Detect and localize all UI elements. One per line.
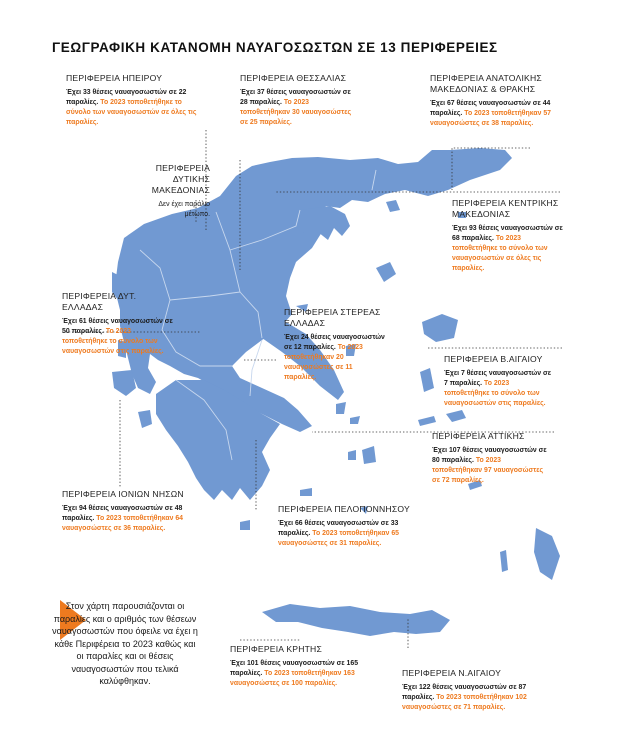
legend-text: Στον χάρτη παρουσιάζονται οι παραλίες και ο αριθμός των θέσεων ναυαγοσωστών που όφειλε να έχει η κάθε Περιφέρεια το 2023 καθώς και οι παραλίες και οι θέσεις ναυαγοσωστών που τελικά καλύφθηκαν. — [52, 601, 198, 686]
placed-text: Το 2023 τοποθετήθηκαν 65 ναυαγοσώστες σε 31 παραλίες. — [278, 530, 399, 547]
region-dmak — [138, 163, 210, 220]
chios — [420, 368, 434, 392]
thasos — [386, 200, 400, 212]
region-name: ΠΕΡΙΦΕΡΕΙΑ ΑΤΤΙΚΗΣ — [432, 431, 525, 441]
region-dell — [62, 291, 178, 357]
positions-text: Έχει 122 θέσεις ναυαγοσωστών σε 87 παραλίες. — [402, 684, 527, 701]
positions-text: Έχει 61 θέσεις ναυαγοσωστών σε 50 παραλίες. — [62, 318, 173, 335]
region-name: ΠΕΡΙΦΕΡΕΙΑ ΔΥΤΙΚΗΣ ΜΑΚΕΔΟΝΙΑΣ — [151, 163, 210, 195]
region-name: ΠΕΡΙΦΕΡΕΙΑ Ν.ΑΙΓΑΙΟΥ — [402, 668, 502, 678]
positions-text: Έχει 66 θέσεις ναυαγοσωστών σε 33 παραλίες. — [278, 520, 399, 537]
region-vaig — [444, 354, 554, 409]
positions-text: Έχει 24 θέσεις ναυαγοσωστών σε 12 παραλίες. — [284, 334, 385, 351]
region-thessalia — [240, 73, 360, 128]
placed-text: Το 2023 τοποθετήθηκε το σύνολο των ναυαγοσωστών στις παραλίες. — [444, 380, 546, 407]
region-name: ΠΕΡΙΦΕΡΕΙΑ ΗΠΕΙΡΟΥ — [66, 73, 163, 83]
andros — [336, 402, 346, 414]
region-pelop — [278, 504, 412, 549]
region-name: ΠΕΡΙΦΕΡΕΙΑ ΣΤΕΡΕΑΣ ΕΛΛΑΔΑΣ — [284, 307, 381, 328]
placed-text: Το 2023 τοποθετήθηκαν 64 ναυαγοσώστες σε 36 παραλίες. — [62, 515, 183, 532]
positions-text: Έχει 67 θέσεις ναυαγοσωστών σε 44 παραλίες. — [430, 100, 551, 117]
region-name: ΠΕΡΙΦΕΡΕΙΑ ΚΡΗΤΗΣ — [230, 644, 322, 654]
region-kriti — [230, 644, 380, 689]
limnos — [376, 262, 396, 282]
rhodes — [534, 528, 560, 580]
karpathos — [500, 550, 508, 572]
placed-text: Το 2023 τοποθετήθηκαν 57 ναυαγοσώστες σε 38 παραλίες. — [430, 110, 551, 127]
samos — [446, 410, 466, 422]
ikaria — [418, 416, 436, 426]
positions-text: Έχει 101 θέσεις ναυαγοσωστών σε 165 παραλίες. — [230, 660, 359, 677]
region-kmak — [452, 198, 564, 274]
page-title: ΓΕΩΓΡΑΦΙΚΗ ΚΑΤΑΝΟΜΗ ΝΑΥΑΓΟΣΩΣΤΩΝ ΣΕ 13 ΠΕΡΙΦΕΡΕΙΕΣ — [52, 40, 498, 55]
region-attiki — [432, 431, 550, 486]
zakynthos — [138, 410, 152, 428]
lesvos — [422, 314, 458, 342]
region-ionia — [62, 489, 190, 534]
placed-text: Το 2023 τοποθετήθηκαν 102 ναυαγοσώστες σε 71 παραλίες. — [402, 694, 527, 711]
positions-text: Έχει 33 θέσεις ναυαγοσωστών σε 22 παραλίες. — [66, 89, 187, 106]
region-name: ΠΕΡΙΦΕΡΕΙΑ ΚΕΝΤΡΙΚΗΣ ΜΑΚΕΔΟΝΙΑΣ — [452, 198, 559, 219]
kefalonia — [112, 370, 136, 396]
placed-text: Το 2023 τοποθετήθηκαν 97 ναυαγοσώστες σε 72 παραλίες. — [432, 457, 544, 484]
milos — [300, 488, 312, 496]
placed-text: Το 2023 τοποθετήθηκαν 30 ναυαγοσώστες σε 25 παραλίες. — [240, 99, 352, 126]
tinos — [350, 416, 360, 424]
region-ipeiros — [66, 73, 206, 128]
crete — [262, 604, 450, 636]
positions-text: Έχει 93 θέσεις ναυαγοσωστών σε 68 παραλίες. — [452, 225, 563, 242]
halkidiki — [300, 206, 350, 240]
naxos — [362, 446, 376, 464]
region-name: ΠΕΡΙΦΕΡΕΙΑ ΘΕΣΣΑΛΙΑΣ — [240, 73, 347, 83]
region-amth — [430, 73, 558, 129]
positions-text: Έχει 7 θέσεις ναυαγοσωστών σε 7 παραλίες. — [444, 370, 551, 387]
region-name: ΠΕΡΙΦΕΡΕΙΑ ΔΥΤ. ΕΛΛΑΔΑΣ — [62, 291, 137, 312]
placed-text: Το 2023 τοποθετήθηκε το σύνολο των ναυαγοσωστών σε όλες τις παραλίες. — [66, 99, 197, 126]
region-name: ΠΕΡΙΦΕΡΕΙΑ ΙΟΝΙΩΝ ΝΗΣΩΝ — [62, 489, 184, 499]
region-name: ΠΕΡΙΦΕΡΕΙΑ ΠΕΛΟΠΟΝΝΗΣΟΥ — [278, 504, 410, 514]
placed-text: Το 2023 τοποθετήθηκαν 163 ναυαγοσώστες σε 100 παραλίες. — [230, 670, 355, 687]
region-name: ΠΕΡΙΦΕΡΕΙΑ ΑΝΑΤΟΛΙΚΗΣ ΜΑΚΕΔΟΝΙΑΣ & ΘΡΑΚΗΣ — [430, 73, 542, 94]
region-name: ΠΕΡΙΦΕΡΕΙΑ Β.ΑΙΓΑΙΟΥ — [444, 354, 543, 364]
paros — [348, 450, 356, 460]
positions-text: Έχει 107 θέσεις ναυαγοσωστών σε 80 παραλίες. — [432, 447, 547, 464]
region-sterea — [284, 307, 386, 383]
placed-text: Το 2023 τοποθετήθηκε το σύνολο των ναυαγοσωστών στις παραλίες. — [62, 328, 164, 355]
positions-text: Έχει 94 θέσεις ναυαγοσωστών σε 48 παραλίες. — [62, 505, 183, 522]
region-naig — [402, 668, 548, 713]
placed-text: Το 2023 τοποθετήθηκαν 20 ναυαγοσώστες σε 11 παραλίες. — [284, 344, 363, 381]
kythira — [240, 520, 250, 530]
positions-text: Έχει 37 θέσεις ναυαγοσωστών σε 28 παραλίες. — [240, 89, 351, 106]
placed-text: Το 2023 τοποθετήθηκε το σύνολο των ναυαγοσωστών σε όλες τις παραλίες. — [452, 235, 548, 272]
note-text: Δεν έχει παράλιο μέτωπο. — [158, 201, 210, 218]
